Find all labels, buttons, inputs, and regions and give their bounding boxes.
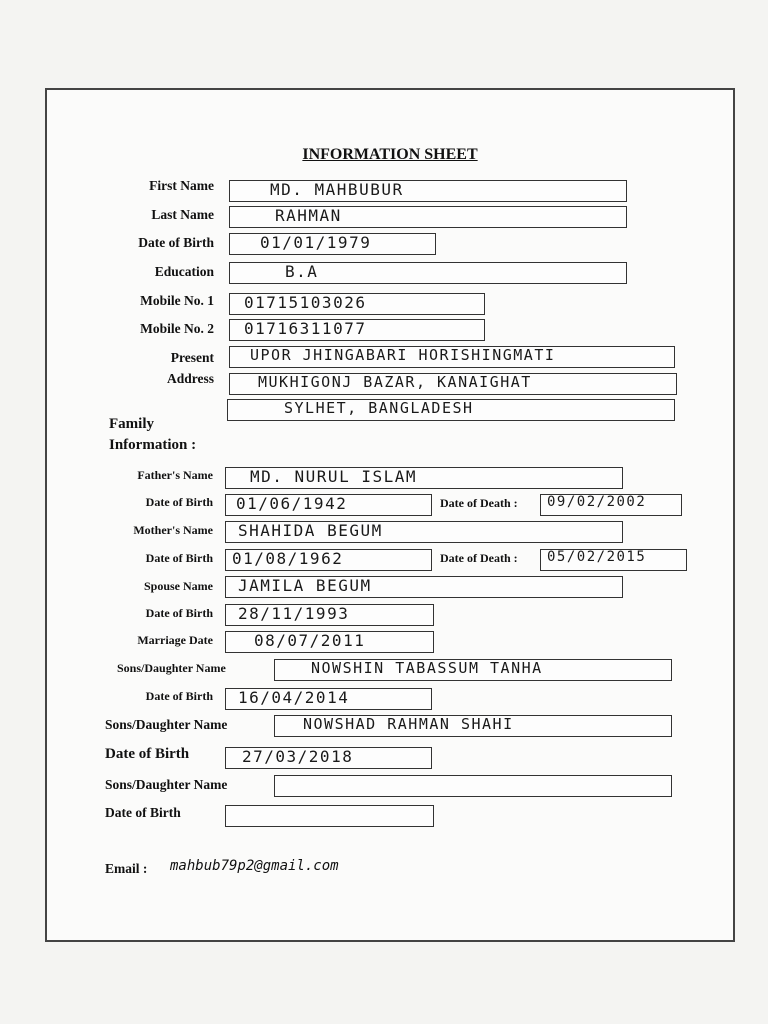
spouse-dob-label: Date of Birth xyxy=(145,606,213,620)
last-name-value: RAHMAN xyxy=(275,206,342,225)
spouse-dob-field[interactable] xyxy=(225,604,434,626)
child2-name-value: NOWSHAD RAHMAN SHAHI xyxy=(303,715,514,733)
first-name-field[interactable] xyxy=(229,180,627,202)
mother-dod-field[interactable] xyxy=(540,549,687,571)
child1-name-label: Sons/Daughter Name xyxy=(117,661,226,675)
father-dob-label: Date of Birth xyxy=(145,495,213,509)
mother-dod-value: 05/02/2015 xyxy=(547,549,647,565)
education-label: Education xyxy=(154,264,214,279)
address-label: Address xyxy=(166,371,214,386)
mother-dod-label: Date of Death : xyxy=(440,551,518,565)
email-label: Email : xyxy=(105,861,148,876)
child1-name-field[interactable] xyxy=(274,659,672,681)
address-line2-field[interactable] xyxy=(229,373,677,395)
sheet-title: INFORMATION SHEET xyxy=(302,146,478,163)
dob-field[interactable] xyxy=(229,233,436,255)
mothers-name-label: Mother's Name xyxy=(133,523,213,537)
mobile1-label: Mobile No. 1 xyxy=(140,293,214,308)
mobile2-label: Mobile No. 2 xyxy=(140,321,214,336)
child2-name-label: Sons/Daughter Name xyxy=(105,717,228,732)
family-information-label: Information : xyxy=(109,437,197,453)
child2-name-field[interactable] xyxy=(274,715,672,737)
fathers-name-value: MD. NURUL ISLAM xyxy=(250,467,417,486)
marriage-date-label: Marriage Date xyxy=(137,633,213,647)
mother-dob-value: 01/08/1962 xyxy=(232,549,344,568)
last-name-label: Last Name xyxy=(151,207,214,222)
marriage-date-value: 08/07/2011 xyxy=(254,631,366,650)
first-name-label: First Name xyxy=(149,178,214,193)
address-line3-value: SYLHET, BANGLADESH xyxy=(284,399,474,417)
fathers-name-field[interactable] xyxy=(225,467,623,489)
email-value[interactable]: mahbub79p2@gmail.com xyxy=(170,858,339,874)
child2-dob-field[interactable] xyxy=(225,747,432,769)
family-label: Family xyxy=(109,416,154,432)
father-dod-label: Date of Death : xyxy=(440,496,518,510)
father-dob-field[interactable] xyxy=(225,494,432,516)
child1-dob-field[interactable] xyxy=(225,688,432,710)
first-name-value: MD. MAHBUBUR xyxy=(270,180,404,199)
father-dod-value: 09/02/2002 xyxy=(547,494,647,510)
address-line2-value: MUKHIGONJ BAZAR, KANAIGHAT xyxy=(258,373,532,391)
mobile2-field[interactable] xyxy=(229,319,485,341)
child3-dob-field[interactable] xyxy=(225,805,434,827)
child2-dob-label: Date of Birth xyxy=(105,746,190,762)
spouse-name-value: JAMILA BEGUM xyxy=(238,576,372,595)
child2-dob-value: 27/03/2018 xyxy=(242,747,354,766)
mother-dob-field[interactable] xyxy=(225,549,432,571)
mother-dob-label: Date of Birth xyxy=(145,551,213,565)
spouse-name-label: Spouse Name xyxy=(143,579,213,593)
mobile2-value: 01716311077 xyxy=(244,319,367,338)
dob-value: 01/01/1979 xyxy=(260,233,372,252)
child3-name-label: Sons/Daughter Name xyxy=(105,777,228,792)
education-value: B.A xyxy=(285,262,319,281)
mothers-name-value: SHAHIDA BEGUM xyxy=(238,521,383,540)
dob-label: Date of Birth xyxy=(138,235,214,250)
father-dob-value: 01/06/1942 xyxy=(236,494,348,513)
child3-dob-label: Date of Birth xyxy=(105,805,181,820)
education-field[interactable] xyxy=(229,262,627,284)
child3-name-field[interactable] xyxy=(274,775,672,797)
address-line3-field[interactable] xyxy=(227,399,675,421)
mothers-name-field[interactable] xyxy=(225,521,623,543)
information-sheet xyxy=(45,88,735,942)
child1-dob-value: 16/04/2014 xyxy=(238,688,350,707)
mobile1-value: 01715103026 xyxy=(244,293,367,312)
fathers-name-label: Father's Name xyxy=(137,468,213,482)
mobile1-field[interactable] xyxy=(229,293,485,315)
address-line1-value: UPOR JHINGABARI HORISHINGMATI xyxy=(250,346,556,364)
spouse-name-field[interactable] xyxy=(225,576,623,598)
present-label: Present xyxy=(170,350,214,365)
spouse-dob-value: 28/11/1993 xyxy=(238,604,350,623)
last-name-field[interactable] xyxy=(229,206,627,228)
father-dod-field[interactable] xyxy=(540,494,682,516)
address-line1-field[interactable] xyxy=(229,346,675,368)
child1-dob-label: Date of Birth xyxy=(145,689,213,703)
marriage-date-field[interactable] xyxy=(225,631,434,653)
child1-name-value: NOWSHIN TABASSUM TANHA xyxy=(311,659,543,677)
